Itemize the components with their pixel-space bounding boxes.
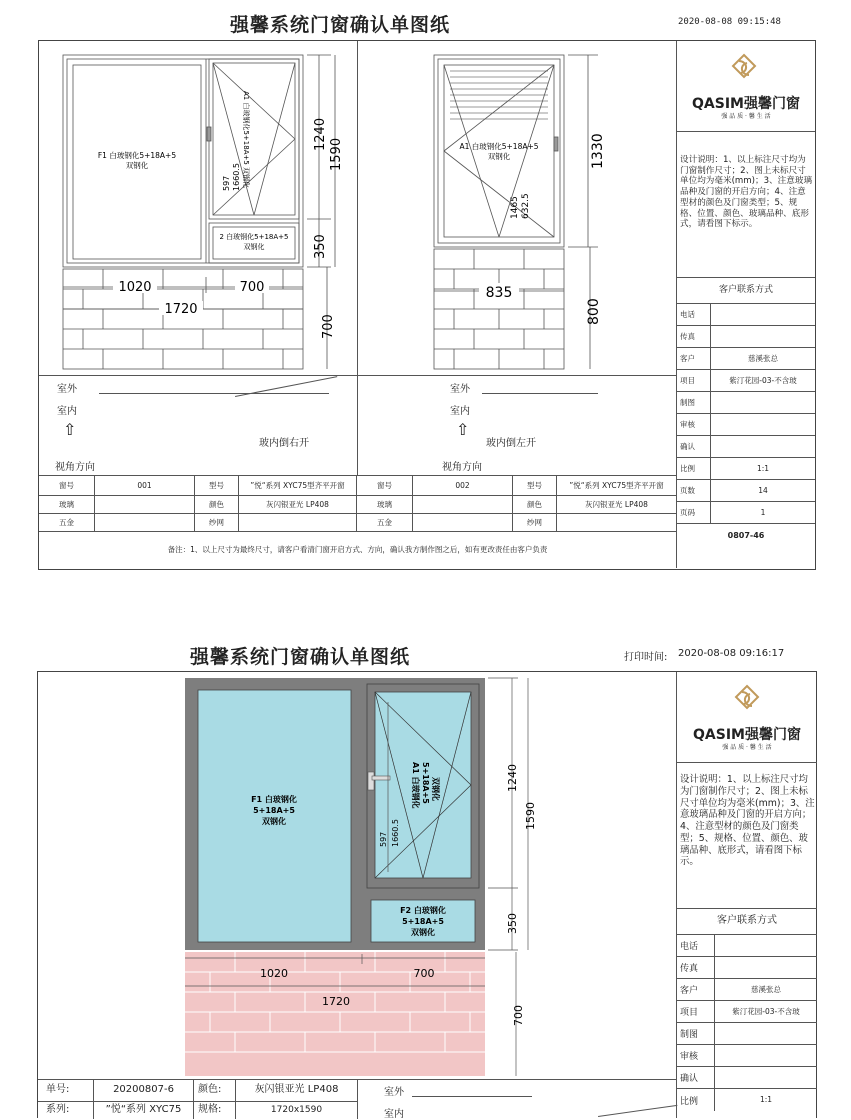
cell-value: 灰闪银亚光 LP408 (239, 496, 357, 514)
sheet1-right-drawing (358, 41, 676, 375)
row-value: 1:1 (759, 1095, 773, 1105)
sheet1-left-dim-1020: 1020 (118, 280, 152, 295)
row-value: 紫汀花园-03-不含玻 (715, 1001, 817, 1023)
up-arrow-icon: ⇧ (63, 420, 77, 439)
row-label: 确认 (677, 436, 711, 458)
divider (677, 762, 817, 763)
sheet2-handle-dim2: 1660.5 (391, 819, 400, 847)
sheet1-right-view: 视角方向 (442, 462, 482, 473)
sheet1-left-small-label-2: 双钢化 (243, 243, 265, 251)
cell-label: 五金 (357, 514, 413, 532)
row-label: 审核 (677, 1045, 715, 1067)
sheet1-brand: QASIM强馨门窗 (692, 96, 800, 112)
sheet1-table (39, 475, 676, 568)
row-value: 慈溪张总 (715, 979, 817, 1001)
sheet1-left-pane-label: F1 白玻钢化5+18A+5 (97, 151, 177, 160)
sheet1-left-opening: 玻内倒右开 (259, 438, 309, 449)
row-value (715, 957, 817, 979)
sheet2-outside: 室外 (384, 1087, 404, 1098)
cell-label: 玻璃 (357, 496, 413, 514)
row-value: 慈溪张总 (711, 348, 815, 370)
row-label: 项目 (677, 370, 711, 392)
sheet1-left-view: 视角方向 (55, 462, 95, 473)
cell-label: 颜色 (195, 496, 239, 514)
cell-value: 002 (413, 476, 513, 496)
row-value (711, 436, 815, 458)
sheet1-contact-header: 客户联系方式 (677, 278, 815, 304)
sheet2-outside-line (412, 1096, 532, 1097)
sheet1-left-dim-700w: 700 (239, 280, 265, 295)
sheet1-legend-left (39, 375, 357, 476)
sheet2-pane-big-2: 5+18A+5 (253, 806, 295, 815)
sheet1-note: 备注：1、以上尺寸为最终尺寸，请客户看清门窗开启方式、方向，确认我方制作图之后，如有更改责任由客户负责 (167, 545, 548, 555)
sheet1-right-opening: 玻内倒左开 (486, 438, 536, 449)
sheet2-design-note: 设计说明：1、以上标注尺寸均为门窗制作尺寸；2、图上未标尺寸单位均为毫米(mm)；3、注意玻璃品种及门窗的开启方向；4、注意型材的颜色及门窗类型；5、规格、位置、颜色、玻璃品种、底形式，请看图下标示。 (680, 774, 815, 868)
sheet2-pane-sash-2: 5+18A+5 (421, 762, 430, 804)
sheet2-dim-350: 350 (506, 913, 519, 934)
cell-label: 颜色 (513, 496, 557, 514)
row-value (711, 392, 815, 414)
sheet1-left-drawing (39, 41, 357, 375)
sheet1-right-handle-dim2: 632.5 (521, 193, 531, 219)
row-label: 客户 (677, 348, 711, 370)
row-value (711, 304, 815, 326)
sheet1-left-dim-1720: 1720 (164, 302, 198, 317)
spec-value: 1720x1590 (236, 1102, 358, 1119)
sheet1-left-handle-dim: 597 (222, 175, 231, 191)
divider (677, 131, 815, 132)
cell-value: ”悦“系列 XYC75型齐平开窗 (239, 476, 357, 496)
sheet1-left-dim-700: 700 (321, 314, 336, 339)
spec-label: 规格: (194, 1102, 236, 1119)
sheet1-left-dim-1240: 1240 (313, 117, 328, 151)
sheet1-left-dim-350: 350 (313, 234, 328, 259)
sheet2-dim-1720: 1720 (322, 995, 350, 1008)
order-label: 单号: (38, 1080, 94, 1102)
sheet2-swing-line (598, 1105, 677, 1117)
sheet2-brand: QASIM强馨门窗 (693, 727, 801, 743)
sheet2-pane-small-2: 5+18A+5 (402, 917, 444, 926)
cell-value (95, 496, 195, 514)
sheet1-brand-sub: 强 品 质 · 馨 生 活 (721, 113, 771, 120)
sheet1-left-sash-label: A1 白玻钢化5+18A+5 双钢化 (242, 91, 250, 189)
cell-label: 纱网 (195, 514, 239, 532)
color-label: 颜色: (194, 1080, 236, 1102)
cell-value (413, 496, 513, 514)
sheet2-pane-big-3: 双钢化 (262, 817, 286, 826)
sheet1-right-outside-line (482, 393, 598, 394)
sheet1-title: 强馨系统门窗确认单图纸 (229, 14, 450, 36)
sheet1-legend-right (358, 375, 676, 476)
cell-value: 灰闪银亚光 LP408 (557, 496, 676, 514)
row-label: 页码 (677, 502, 711, 524)
sheet2-dim-700w: 700 (413, 967, 435, 980)
sheet1-left-outside: 室外 (57, 384, 77, 395)
order-value: 20200807-6 (94, 1080, 194, 1102)
row-label: 传真 (677, 957, 715, 979)
row-value (715, 1023, 817, 1045)
row-label: 比例 (677, 1089, 715, 1111)
logo-icon (732, 684, 762, 714)
cell-label: 五金 (39, 514, 95, 532)
sheet2-timestamp: 2020-08-08 09:16:17 (678, 648, 785, 659)
cell-label: 纱网 (513, 514, 557, 532)
cell-value: 001 (95, 476, 195, 496)
cell-value (413, 514, 513, 532)
cell-label: 玻璃 (39, 496, 95, 514)
sheet2-pane-big-1: F1 白玻钢化 (251, 795, 297, 804)
sheet1-left-inside: 室内 (57, 406, 77, 417)
sheet1-code: 0807-46 (727, 530, 765, 540)
sheet1-timestamp: 2020-08-08 09:15:48 (678, 17, 781, 27)
row-value: 1 (711, 502, 815, 524)
sheet2-print-label: 打印时间: (624, 652, 668, 663)
cell-label: 窗号 (357, 476, 413, 496)
sheet2-dim-1240: 1240 (506, 764, 519, 792)
row-value: 14 (711, 480, 815, 502)
sheet1-sidebar (676, 41, 815, 568)
sheet1-left-handle-dim2: 1660.5 (232, 163, 241, 191)
cell-value (95, 514, 195, 532)
sheet1-left-small-label: 2 白玻钢化5+18A+5 (219, 233, 289, 241)
row-value (711, 414, 815, 436)
sheet1-right-dim-800: 800 (586, 298, 602, 325)
row-label: 审核 (677, 414, 711, 436)
row-label: 制图 (677, 392, 711, 414)
sheet2-pane-small-1: F2 白玻钢化 (400, 906, 446, 915)
cell-label: 型号 (513, 476, 557, 496)
sheet2-pane-small-3: 双钢化 (411, 928, 435, 937)
series-value: ”悦“系列 XYC75 (94, 1102, 194, 1119)
cell-value: ”悦“系列 XYC75型齐平开窗 (557, 476, 676, 496)
sheet2-pane-sash-3: 双钢化 (431, 777, 440, 801)
row-label: 确认 (677, 1067, 715, 1089)
row-label: 页数 (677, 480, 711, 502)
sheet1-left-pane-label-2: 双钢化 (125, 161, 149, 170)
row-value (711, 326, 815, 348)
sheet1-right-handle-dim: 1465 (510, 196, 520, 219)
sheet1-design-note: 设计说明：1、以上标注尺寸均为门窗制作尺寸；2、图上未标尺寸单位均为毫米(mm)；3、注意玻璃品种及门窗的开启方向；4、注意型材的颜色及门窗类型；5、规格、位置、颜色、玻璃品种、底形式，请看图下标示。 (680, 155, 813, 230)
sheet2-sidebar (676, 672, 817, 1118)
series-label: 系列: (38, 1102, 94, 1119)
row-label: 电话 (677, 304, 711, 326)
row-label: 比例 (677, 458, 711, 480)
cell-label: 型号 (195, 476, 239, 496)
sheet2-pane-sash-1: A1 白玻钢化 (411, 762, 420, 809)
sheet1-right-dim-1330: 1330 (590, 133, 606, 169)
cell-label: 窗号 (39, 476, 95, 496)
sheet1-right-outside: 室外 (450, 384, 470, 395)
sheet1-right-inside: 室内 (450, 406, 470, 417)
sheet2-inside: 室内 (384, 1109, 404, 1120)
sheet1-right-dim-835: 835 (485, 285, 513, 301)
sheet1-left-dim-1590: 1590 (329, 137, 344, 171)
row-label: 电话 (677, 935, 715, 957)
sheet2-dim-1020: 1020 (260, 967, 288, 980)
sheet2-info-table (38, 1079, 676, 1119)
row-label: 传真 (677, 326, 711, 348)
up-arrow-icon: ⇧ (456, 420, 470, 439)
row-value: 1:1 (711, 458, 815, 480)
sheet1-left-outside-line (99, 393, 329, 394)
cell-value (557, 514, 676, 532)
row-value (715, 1067, 817, 1089)
cell-value (239, 514, 357, 532)
row-label: 项目 (677, 1001, 715, 1023)
row-value (715, 935, 817, 957)
row-value (715, 1045, 817, 1067)
logo-icon (729, 53, 759, 83)
row-value: 紫汀花园-03-不含玻 (711, 370, 815, 392)
sheet2-title: 强馨系统门窗确认单图纸 (189, 646, 410, 668)
color-value: 灰闪银亚光 LP408 (236, 1080, 358, 1102)
sheet2-brand-sub: 强 品 质 · 馨 生 活 (722, 744, 772, 751)
sheet1-right-pane-label-2: 双钢化 (487, 152, 511, 161)
sheet2-handle-dim: 597 (379, 831, 388, 847)
row-label: 制图 (677, 1023, 715, 1045)
sheet2-dim-700: 700 (512, 1005, 525, 1026)
sheet1-right-pane-label: A1 白玻钢化5+18A+5 (459, 142, 539, 151)
row-label: 客户 (677, 979, 715, 1001)
sheet2-contact-header: 客户联系方式 (677, 909, 817, 935)
sheet2-drawing (38, 672, 676, 1082)
sheet2-dim-1590: 1590 (524, 802, 537, 830)
